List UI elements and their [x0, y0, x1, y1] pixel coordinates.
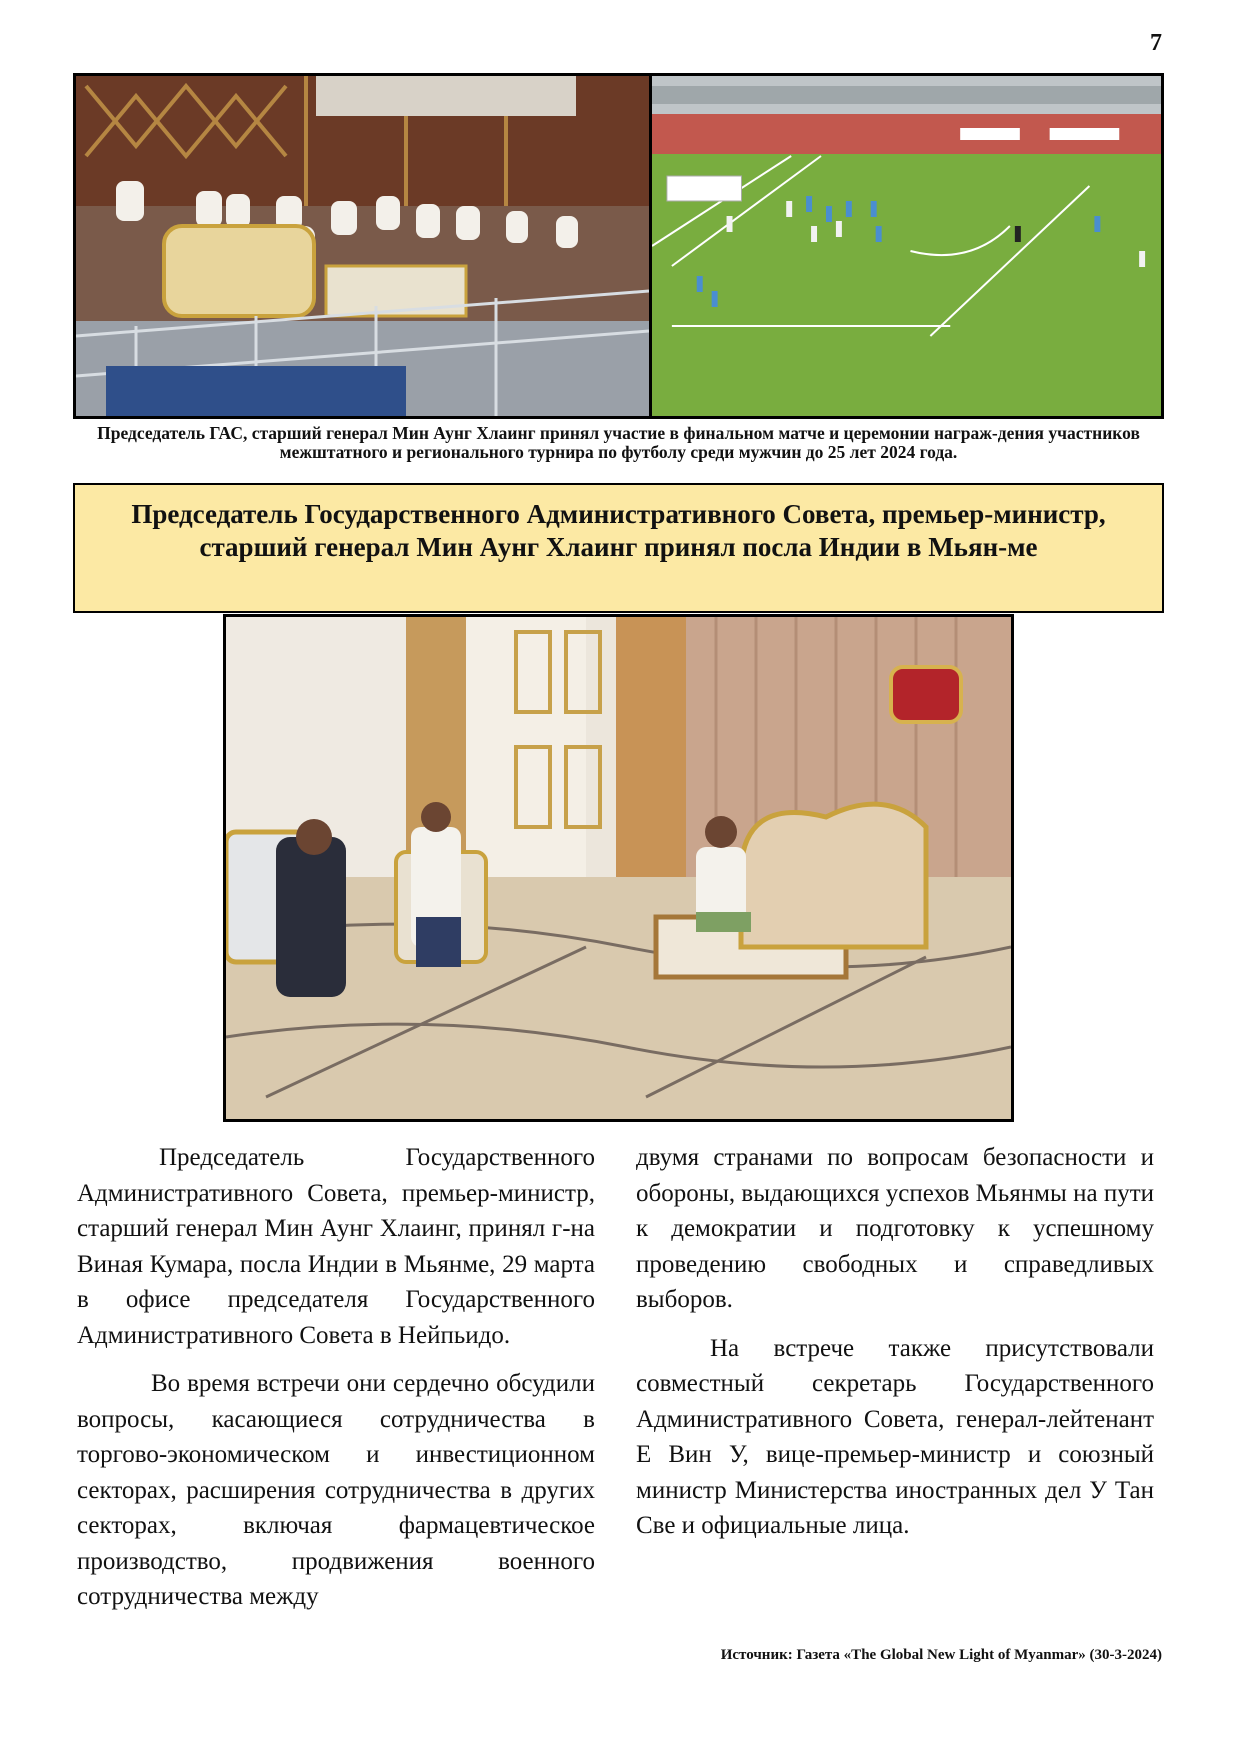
- paragraph-3: На встрече также присутствовали совместный секретарь Государственного Административного Совета, генерал-лейтенант Е Вин У, вице-премьер-министр и союзный министр Министерства иностранных дел У Тан Све и официальные лица.: [636, 1334, 1154, 1539]
- paragraph-2-continued: двумя странами по вопросам безопасности и обороны, выдающихся успехов Мьянмы на пути к демократии и подготовку к успешному проведению свободных и справедливых выборов.: [636, 1144, 1154, 1313]
- page-number: 7: [1150, 30, 1162, 56]
- top-photo-strip: [73, 73, 1164, 419]
- paragraph-1: Председатель Государственного Административного Совета, премьер-министр, старший генерал Мин Аунг Хлаинг, принял г-на Виная Кумара, посла Индии в Мьянме, 29 марта в офисе председателя Государственного Административного Совета в Нейпьидо.: [77, 1144, 595, 1349]
- source-credit: Источник: Газета «The Global New Light of Myanmar» (30-3-2024): [720, 1647, 1162, 1663]
- article-headline: Председатель Государственного Административного Совета, премьер-министр, старший генерал Мин Аунг Хлаинг принял посла Индии в Мьян-ме: [73, 483, 1164, 613]
- photo-meeting-ambassador: [223, 614, 1014, 1122]
- photo-football-field: [652, 76, 1161, 416]
- paragraph-2: Во время встречи они сердечно обсудили вопросы, касающиеся сотрудничества в торгово-экономическом и инвестиционном секторах, расширения сотрудничества в других секторах, включая фармацевтическое производство, продвижения военного сотрудничества между: [77, 1370, 595, 1610]
- article-column-left: [77, 1140, 595, 1615]
- photo-vip-stand: [76, 76, 649, 416]
- top-photo-caption: Председатель ГАС, старший генерал Мин Аунг Хлаинг принял участие в финальном матче и церемонии награж-дения участников межштатного и регионального турнира по футболу среди мужчин до 25 лет 2024 года.: [97, 423, 1140, 462]
- article-column-right: [636, 1140, 1154, 1557]
